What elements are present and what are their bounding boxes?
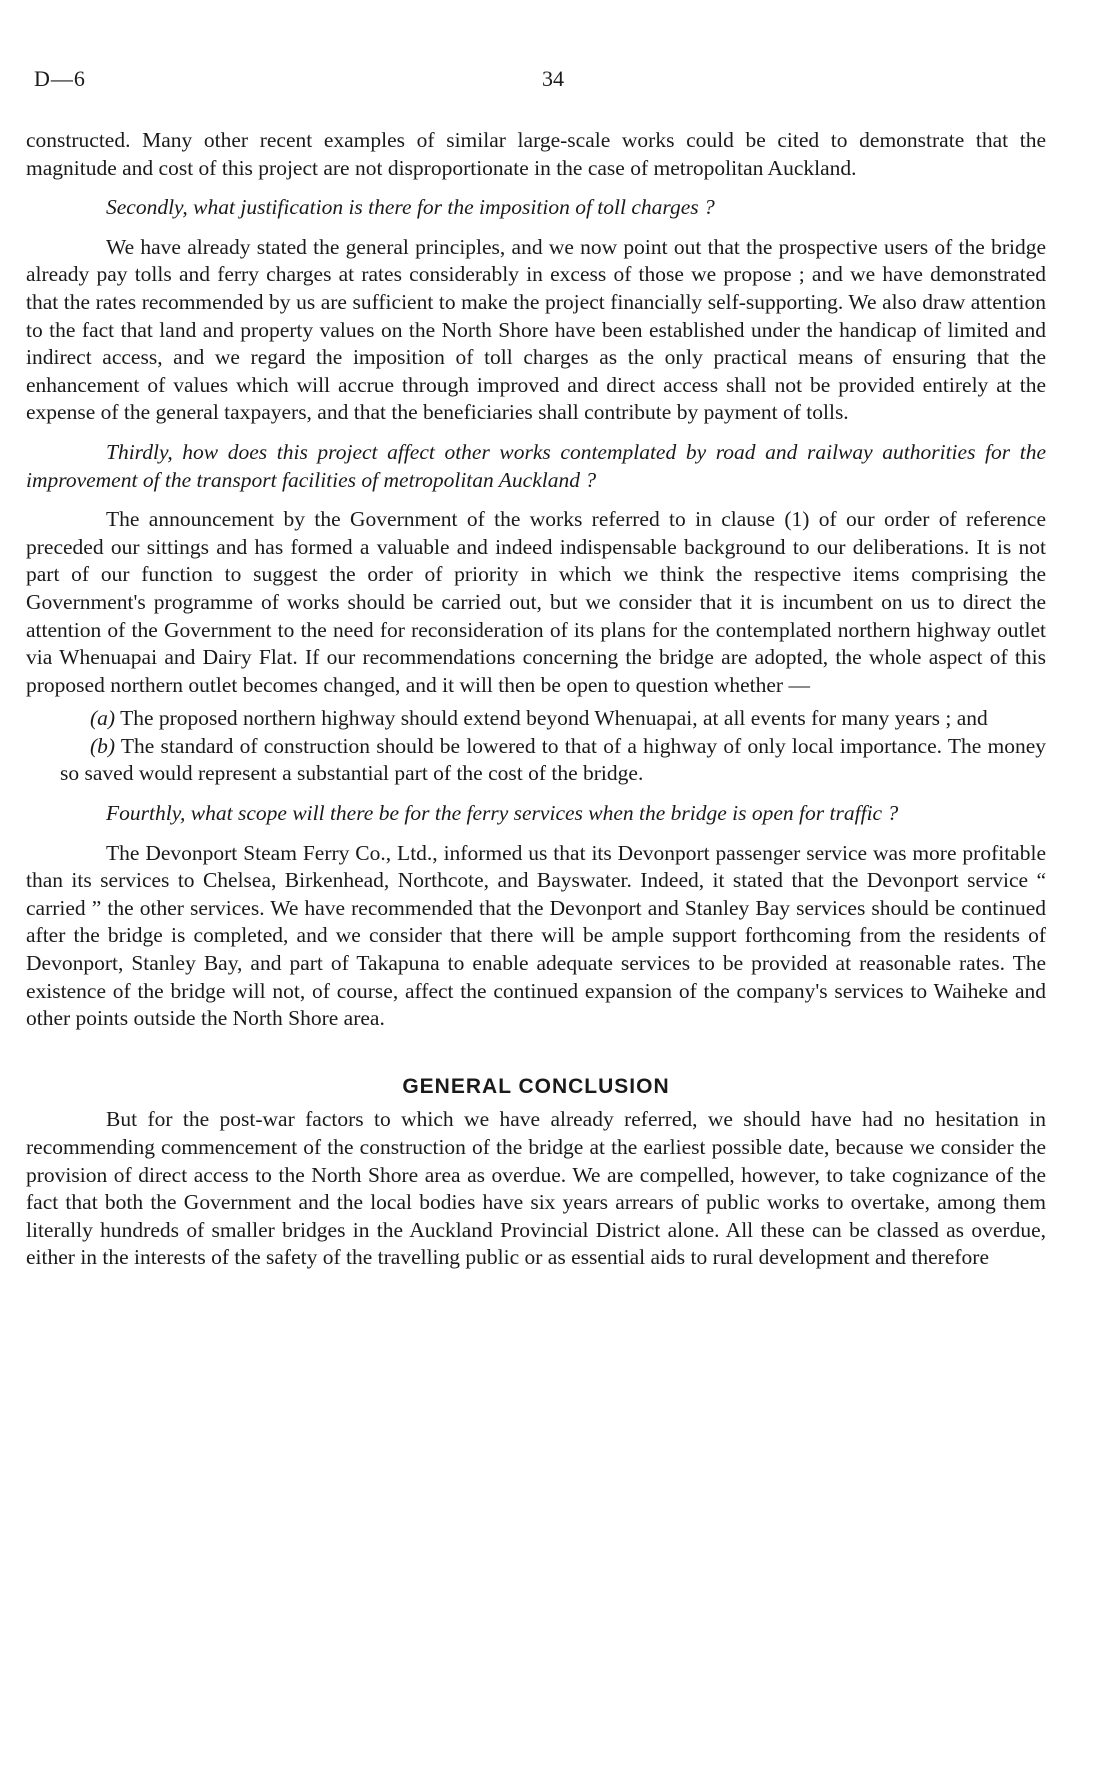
paragraph: constructed. Many other recent examples of similar large-scale works could be cited to demonstrate that the magnitude and cost of this project are not disproportionate in the case of metropolitan Auckland.: [26, 128, 1046, 180]
question-heading: Fourthly, what scope will there be for the ferry services when the bridge is open for traffic ?: [106, 801, 899, 826]
list-item-label: (a): [90, 706, 116, 731]
question-heading: Thirdly, how does this project affect other works contemplated by road and railway authorities for the improvement of the transport facilities of metropolitan Auckland ?: [26, 439, 1046, 492]
paragraph: The announcement by the Government of the works referred to in clause (1) of our order of reference preceded our sittings and has formed a valuable and indeed indispensable background to our deliberations. It is not part of our function to suggest the order of priority in which we think the respective items comprising the Government's programme of works should be carried out, but we consider that it is incumbent on us to direct the attention of the Government to the need for reconsideration of its plans for the contemplated northern highway outlet via Whenuapai and Dairy Flat. If our recommendations concerning the bridge are adopted, the whole aspect of this proposed northern outlet becomes changed, and it will then be open to question whether —: [26, 507, 1046, 697]
question-heading: Secondly, what justification is there for the imposition of toll charges ?: [106, 195, 715, 220]
list-item: [26, 705, 1046, 733]
list-item: [26, 733, 1046, 788]
list-item-label: (b): [90, 733, 116, 758]
page-body: [26, 127, 1046, 1272]
section-heading: GENERAL CONCLUSION: [402, 1074, 670, 1098]
paragraph: We have already stated the general principles, and we now point out that the prospective users of the bridge already pay tolls and ferry charges at rates considerably in excess of those we propose ; and we have demonstrated that the rates recommended by us are sufficient to make the project financially self-supporting. We also draw attention to the fact that land and property values on the North Shore have been established under the handicap of limited and indirect access, and we regard the imposition of toll charges as the only practical means of ensuring that the enhancement of values which will accrue through improved and direct access shall not be provided entirely at the expense of the general taxpayers, and that the beneficiaries shall contribute by payment of tolls.: [26, 234, 1046, 425]
document-reference: D—6: [34, 66, 86, 91]
list-item-text: The standard of construction should be lowered to that of a highway of only local importance. The money so saved would represent a substantial part of the cost of the bridge.: [60, 733, 1046, 786]
page-header: [34, 66, 1074, 94]
paragraph: But for the post-war factors to which we have already referred, we should have had no hesitation in recommending commencement of the construction of the bridge at the earliest possible date, because we consider the provision of direct access to the North Shore area as overdue. We are compelled, however, to take cognizance of the fact that both the Government and the local bodies have six years arrears of public works to overtake, among them literally hundreds of smaller bridges in the Auckland Provincial District alone. All these can be classed as overdue, either in the interests of the safety of the travelling public or as essential aids to rural development and therefore: [26, 1107, 1046, 1270]
page-number: 34: [542, 66, 564, 91]
list-item-text: The proposed northern highway should extend beyond Whenuapai, at all events for many years ; and: [115, 706, 988, 731]
paragraph: The Devonport Steam Ferry Co., Ltd., informed us that its Devonport passenger service was more profitable than its services to Chelsea, Birkenhead, Northcote, and Bayswater. Indeed, it stated that the Devonport service “ carried ” the other services. We have recommended that the Devonport and Stanley Bay services should be continued after the bridge is completed, and we consider that there will be ample support forthcoming from the residents of Devonport, Stanley Bay, and part of Takapuna to enable adequate services to be provided at reasonable rates. The existence of the bridge will not, of course, affect the continued expansion of the company's services to Waiheke and other points outside the North Shore area.: [26, 840, 1046, 1031]
